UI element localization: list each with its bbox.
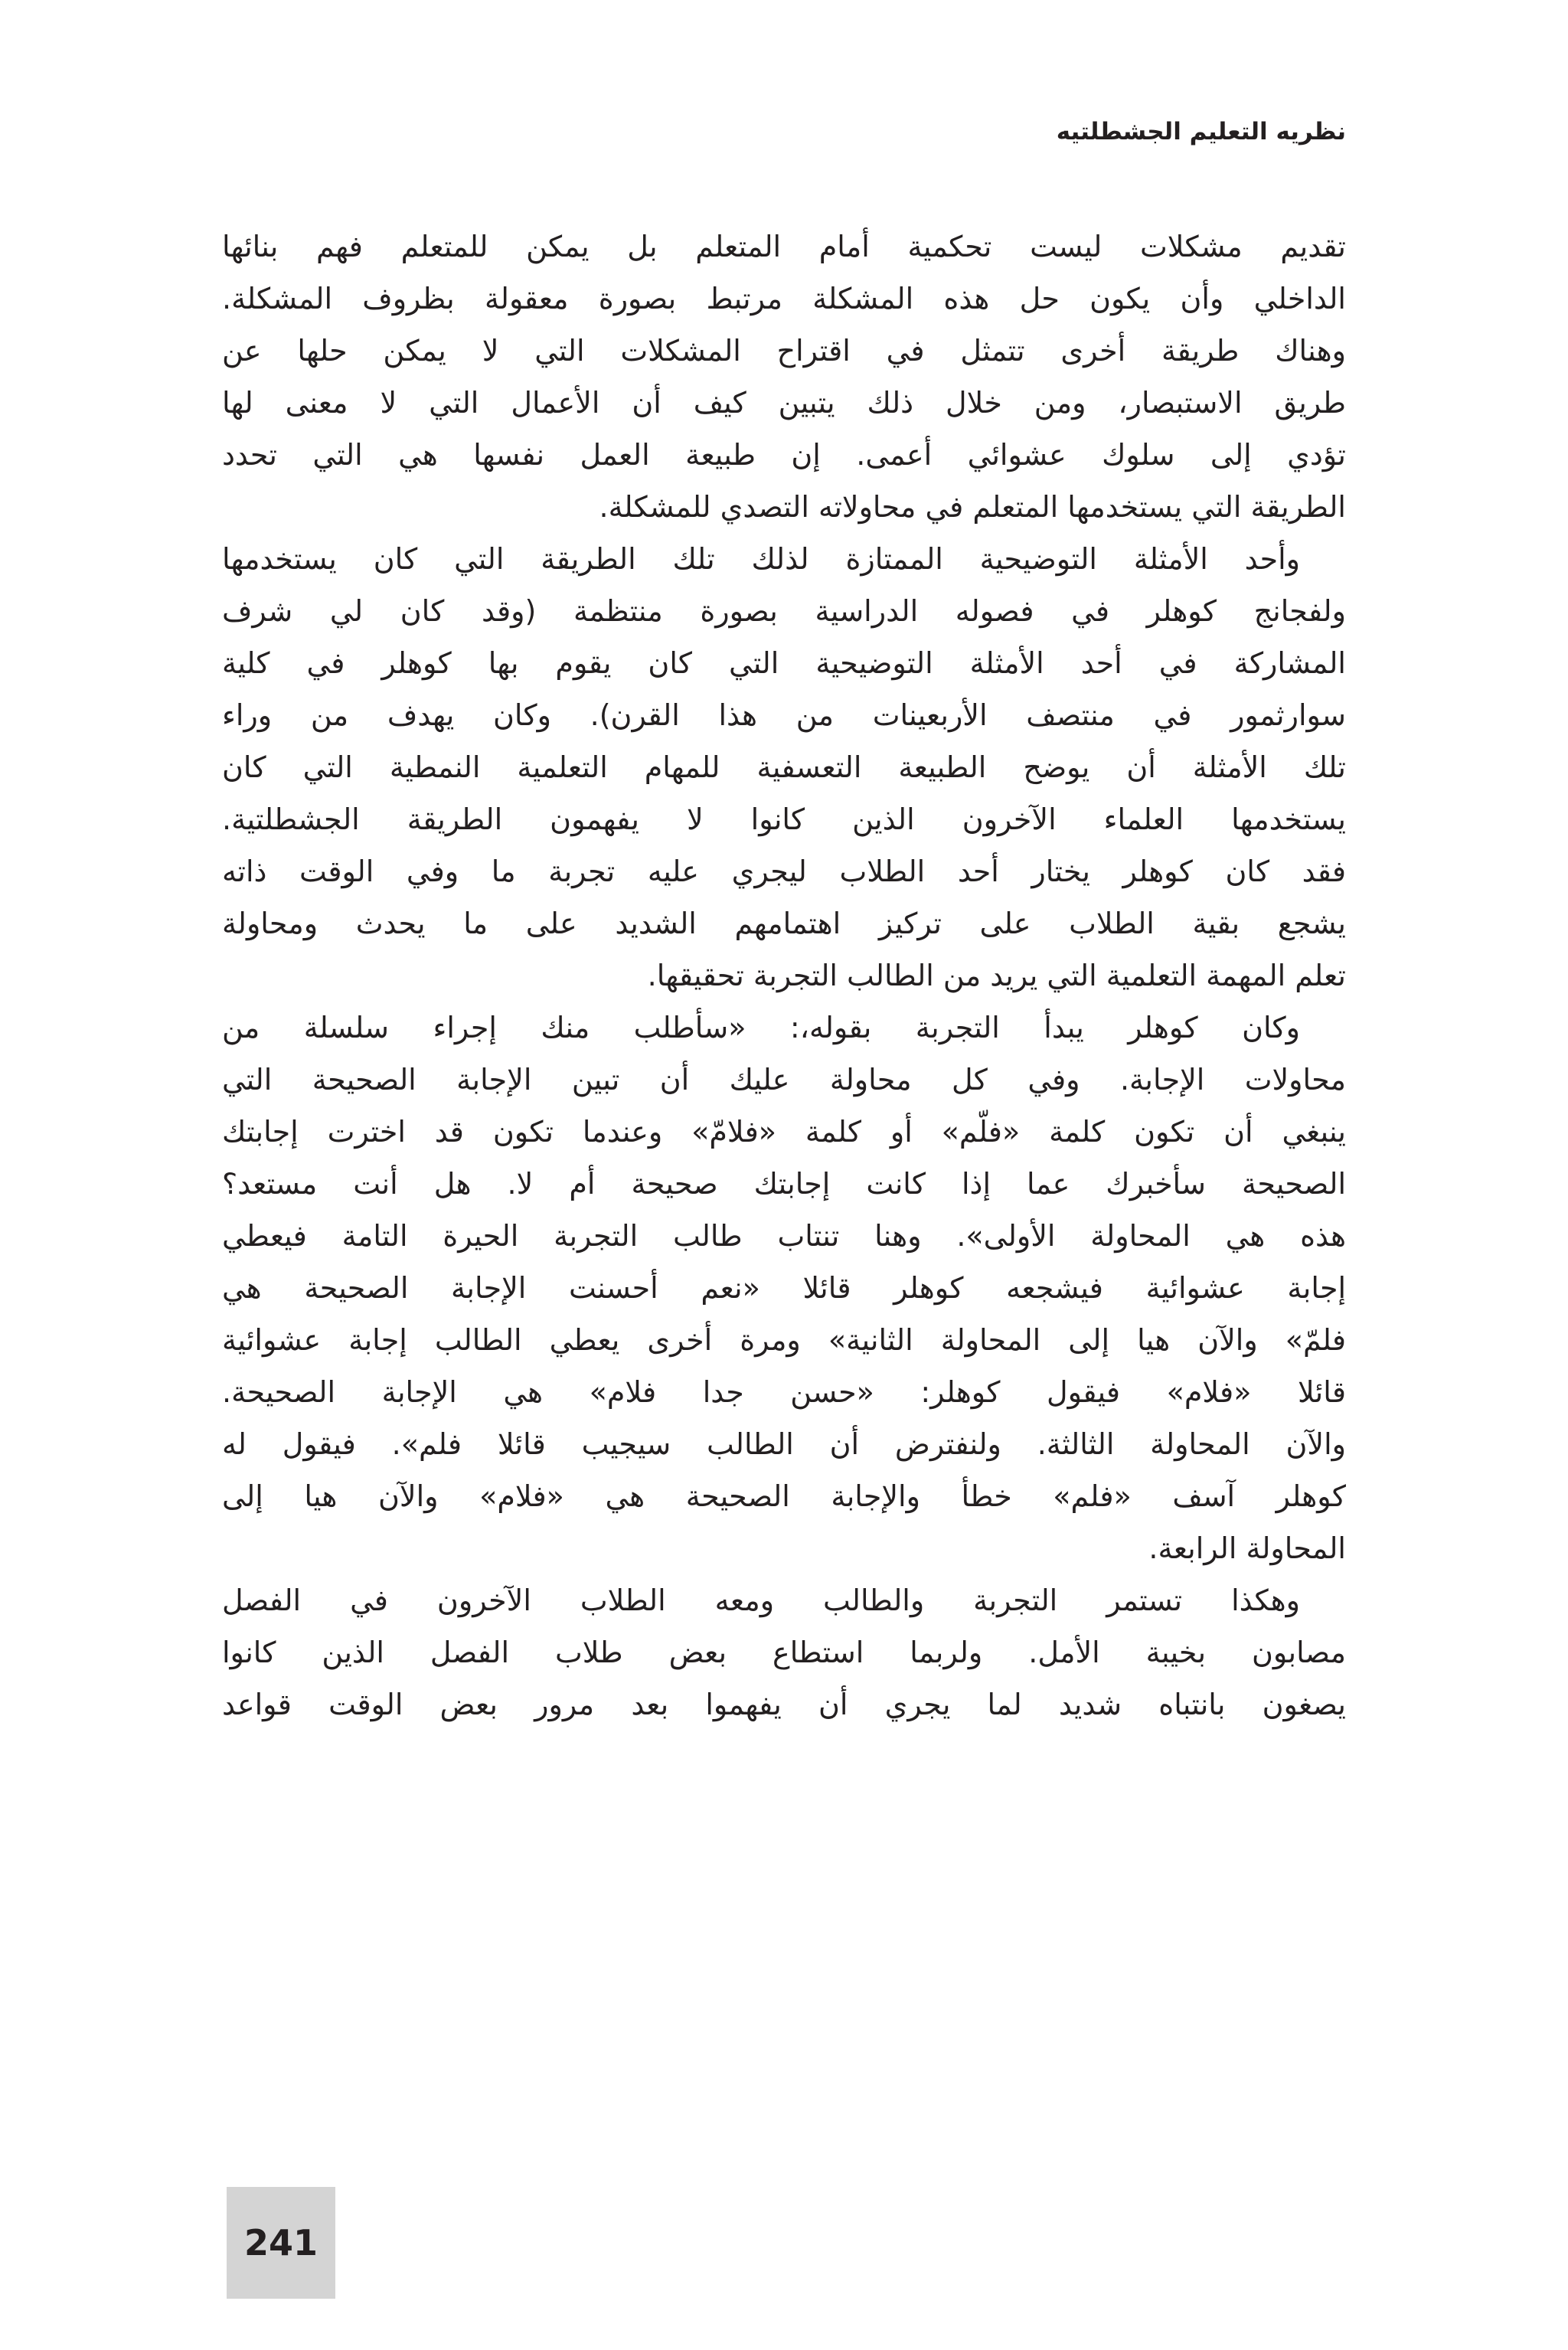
text-line: وهكذا تستمر التجربة والطالب ومعه الطلاب الآخرون في الفصل bbox=[222, 1584, 1300, 1617]
text-line: تؤدي إلى سلوك عشوائي أعمى. إن طبيعة العمل نفسها هي التي تحدد bbox=[222, 438, 1346, 472]
text-line: الطريقة التي يستخدمها المتعلم في محاولاته التصدي للمشكلة. bbox=[599, 490, 1346, 524]
text-line: الداخلي وأن يكون حل هذه المشكلة مرتبط بصورة معقولة بظروف المشكلة. bbox=[222, 282, 1346, 315]
text-line: المشاركة في أحد الأمثلة التوضيحية التي كان يقوم بها كوهلر في كلية bbox=[222, 646, 1346, 680]
body-text bbox=[222, 221, 1346, 1731]
running-header-title: نظريه التعليم الجشطلتيه bbox=[1056, 118, 1346, 145]
text-line: تقديم مشكلات ليست تحكمية أمام المتعلم بل يمكن للمتعلم فهم بنائها bbox=[222, 230, 1346, 263]
text-line: سوارثمور في منتصف الأربعينات من هذا القرن). وكان يهدف من وراء bbox=[222, 698, 1346, 732]
text-line: والآن المحاولة الثالثة. ولنفترض أن الطالب سيجيب قائلا فلم». فيقول له bbox=[222, 1427, 1346, 1461]
text-line: فلمّ» والآن هيا إلى المحاولة الثانية» ومرة أخرى يعطي الطالب إجابة عشوائية bbox=[222, 1323, 1346, 1357]
text-line: يستخدمها العلماء الآخرون الذين كانوا لا يفهمون الطريقة الجشطلتية. bbox=[222, 802, 1346, 836]
text-line: كوهلر آسف «فلم» خطأ والإجابة الصحيحة هي «فلام» والآن هيا إلى bbox=[222, 1479, 1346, 1513]
page-number: 241 bbox=[243, 2222, 318, 2263]
text-line: إجابة عشوائية فيشجعه كوهلر قائلا «نعم أحسنت الإجابة الصحيحة هي bbox=[222, 1271, 1346, 1305]
text-line: وكان كوهلر يبدأ التجربة بقوله،: «سأطلب منك إجراء سلسلة من bbox=[222, 1011, 1300, 1044]
text-line: ينبغي أن تكون كلمة «فلّم» أو كلمة «فلامّ» وعندما تكون قد اخترت إجابتك bbox=[222, 1115, 1346, 1149]
text-line: مصابون بخيبة الأمل. ولربما استطاع بعض طلاب الفصل الذين كانوا bbox=[222, 1636, 1346, 1669]
text-line: وأحد الأمثلة التوضيحية الممتازة لذلك تلك الطريقة التي كان يستخدمها bbox=[222, 542, 1300, 576]
text-line: تلك الأمثلة أن يوضح الطبيعة التعسفية للمهام التعلمية النمطية التي كان bbox=[222, 750, 1346, 784]
text-line: قائلا «فلام» فيقول كوهلر: «حسن جدا فلام» هي الإجابة الصحيحة. bbox=[222, 1375, 1346, 1409]
text-line: وهناك طريقة أخرى تتمثل في اقتراح المشكلات التي لا يمكن حلها عن bbox=[222, 334, 1346, 368]
text-line: فقد كان كوهلر يختار أحد الطلاب ليجري عليه تجربة ما وفي الوقت ذاته bbox=[222, 855, 1346, 888]
page-number-box bbox=[227, 2187, 335, 2299]
text-line: هذه هي المحاولة الأولى». وهنا تنتاب طالب التجربة الحيرة التامة فيعطي bbox=[222, 1219, 1346, 1253]
text-line: تعلم المهمة التعلمية التي يريد من الطالب التجربة تحقيقها. bbox=[647, 959, 1346, 992]
text-line: المحاولة الرابعة. bbox=[1148, 1531, 1346, 1565]
text-line: يصغون بانتباه شديد لما يجري أن يفهموا بعد مرور بعض الوقت قواعد bbox=[222, 1688, 1346, 1721]
text-line: يشجع بقية الطلاب على تركيز اهتمامهم الشديد على ما يحدث ومحاولة bbox=[222, 907, 1346, 940]
text-line: الصحيحة سأخبرك عما إذا كانت إجابتك صحيحة أم لا. هل أنت مستعد؟ bbox=[222, 1167, 1346, 1201]
text-line: طريق الاستبصار، ومن خلال ذلك يتبين كيف أن الأعمال التي لا معنى لها bbox=[222, 386, 1346, 420]
text-line: ولفجانج كوهلر في فصوله الدراسية بصورة منتظمة (وقد كان لي شرف bbox=[222, 594, 1346, 628]
text-line: محاولات الإجابة. وفي كل محاولة عليك أن تبين الإجابة الصحيحة التي bbox=[222, 1063, 1346, 1097]
